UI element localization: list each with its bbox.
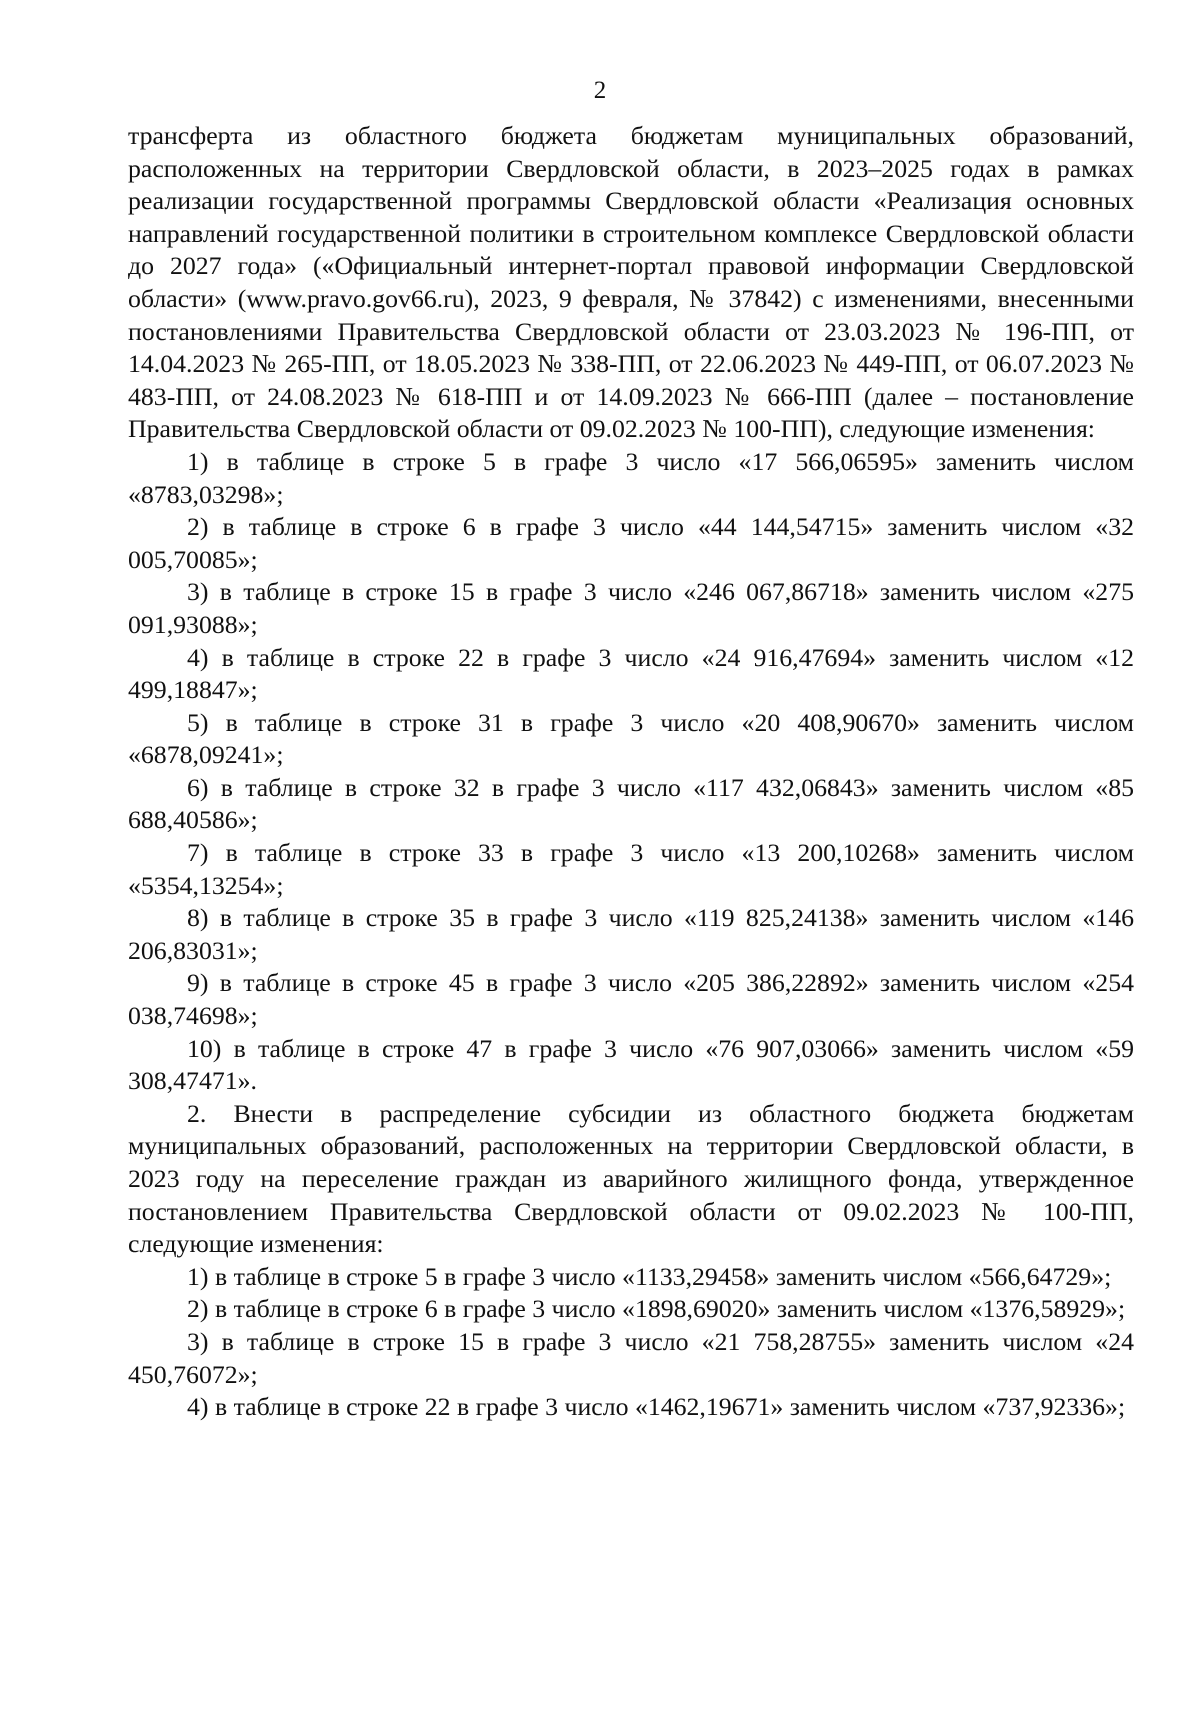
- list-item: 9) в таблице в строке 45 в графе 3 число «205 386,22892» заменить числом «254 038,74698»;: [128, 968, 1134, 1031]
- list-item: 3) в таблице в строке 15 в графе 3 число «246 067,86718» заменить числом «275 091,93088»;: [128, 577, 1134, 639]
- document-body: [128, 120, 1134, 1424]
- list-item: 4) в таблице в строке 22 в графе 3 число «24 916,47694» заменить числом «12 499,18847»;: [128, 642, 1134, 705]
- list-item: 8) в таблице в строке 35 в графе 3 число «119 825,24138» заменить числом «146 206,83031»;: [128, 903, 1134, 965]
- list-item: 3) в таблице в строке 15 в графе 3 число «21 758,28755» заменить числом «24 450,76072»;: [128, 1326, 1134, 1389]
- list-item: 4) в таблице в строке 22 в графе 3 число «1462,19671» заменить числом «737,92336»;: [187, 1392, 1126, 1422]
- list-item: 7) в таблице в строке 33 в графе 3 число «13 200,10268» заменить числом «5354,13254»;: [128, 838, 1134, 900]
- list-item: 6) в таблице в строке 32 в графе 3 число «117 432,06843» заменить числом «85 688,40586»;: [128, 772, 1134, 835]
- section-2-paragraph: 2. Внести в распределение субсидии из областного бюджета бюджетам муниципальных образований, расположенных на территории Свердловской области, в 2023 году на переселение граждан из аварийного жилищного фонда, утвержденное постановлением Правительства Свердловской области от 09.02.2023 № 100-ПП, следующие изменения:: [128, 1098, 1134, 1259]
- list-item: 10) в таблице в строке 47 в графе 3 число «76 907,03066» заменить числом «59 308,47471».: [128, 1033, 1134, 1096]
- list-item: 2) в таблице в строке 6 в графе 3 число «44 144,54715» заменить числом «32 005,70085»;: [128, 512, 1134, 574]
- list-item: 5) в таблице в строке 31 в графе 3 число «20 408,90670» заменить числом «6878,09241»;: [128, 707, 1134, 770]
- list-item: 2) в таблице в строке 6 в графе 3 число «1898,69020» заменить числом «1376,58929»;: [187, 1294, 1126, 1324]
- page-number: 2: [593, 77, 607, 104]
- intro-paragraph: трансферта из областного бюджета бюджетам муниципальных образований, расположенных на территории Свердловской области, в 2023–2025 годах в рамках реализации государственной программы Свердловской области «Реализация основных направлений государственной политики в строительном комплексе Свердловской области до 2027 года» («Официальный интернет-портал правовой информации Свердловской области» (www.pravo.gov66.ru), 2023, 9 февраля, № 37842) с изменениями, внесенными постановлениями Правительства Свердловской области от 23.03.2023 № 196-ПП, от 14.04.2023 № 265-ПП, от 18.05.2023 № 338-ПП, от 22.06.2023 № 449-ПП, от 06.07.2023 № 483-ПП, от 24.08.2023 № 618-ПП и от 14.09.2023 № 666-ПП (далее – постановление Правительства Свердловской области от 09.02.2023 № 100-ПП), следующие изменения:: [128, 121, 1134, 444]
- list-item: 1) в таблице в строке 5 в графе 3 число «17 566,06595» заменить числом «8783,03298»;: [128, 446, 1134, 509]
- list-item: 1) в таблице в строке 5 в графе 3 число «1133,29458» заменить числом «566,64729»;: [187, 1261, 1112, 1291]
